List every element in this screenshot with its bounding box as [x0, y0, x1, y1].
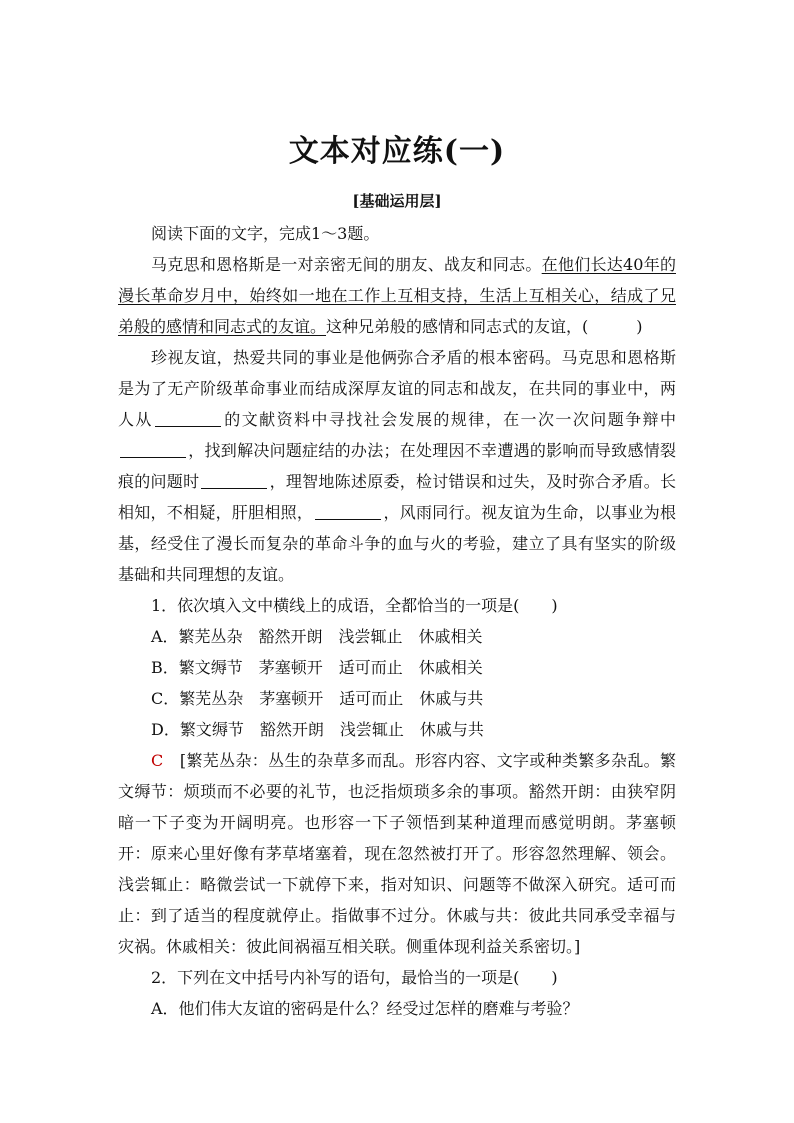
- fill-blank-1: [155, 410, 221, 427]
- q2-option-a: A．他们伟大友谊的密码是什么？经受过怎样的磨难与考验？: [151, 999, 579, 1018]
- p2-text-5: ，风雨同行。视友谊为生命，以事业为根基，经受住了漫长而复杂的革命斗争的血与火的考验，建立了具有坚实的阶级基础和共同理想的友谊。: [118, 503, 676, 584]
- q1-option-b: B．繁文缛节 茅塞顿开 适可而止 休戚相关: [151, 658, 483, 677]
- p1-underlined-sentence: 在他们长达40年的漫长革命岁月中，始终如一地在工作上互相支持，生活上互相关心，结成了兄弟般的感情和同志式的友谊。: [118, 255, 676, 336]
- p2-text-2: 的文献资料中寻找社会发展的规律，在一次一次问题争辩中: [222, 410, 676, 429]
- q1-answer-explanation: [118, 745, 676, 962]
- p2-text-4: ，理智地陈述原委，检讨错误和过失，及时弥合矛盾。长相知，不相疑，肝胆相照，: [118, 472, 676, 522]
- question-2-stem: 2．下列在文中括号内补写的语句，最恰当的一项是( ): [151, 968, 558, 987]
- passage-paragraph-1: [118, 249, 676, 342]
- p1-start: 马克思和恩格斯是一对亲密无间的朋友、战友和同志。: [151, 255, 542, 274]
- p2-text-3: ，找到解决问题症结的办法；在处理因不幸遭遇的影响而导致感情裂痕的问题时: [118, 441, 676, 491]
- section-heading: [基础运用层]: [352, 192, 442, 210]
- p1-end: 这种兄弟般的感情和同志式的友谊，( ): [326, 317, 643, 336]
- q1-option-d: D．繁文缛节 豁然开朗 浅尝辄止 休戚与共: [151, 720, 484, 739]
- passage-paragraph-2: [118, 342, 676, 590]
- fill-blank-4: [315, 503, 381, 520]
- reading-instruction: 阅读下面的文字，完成1～3题。: [151, 224, 380, 243]
- document-body: [118, 218, 676, 1024]
- fill-blank-3: [201, 472, 267, 489]
- q1-explanation-text: [繁芜丛杂：丛生的杂草多而乱。形容内容、文字或种类繁多杂乱。繁文缛节：烦琐而不必要的礼节，也泛指烦琐多余的事项。豁然开朗：由狭窄阴暗一下子变为开阔明亮。也形容一下子领悟到某种道理而感觉明朗。茅塞顿开：原来心里好像有茅草堵塞着，现在忽然被打开了。形容忽然理解、领会。浅尝辄止：略微尝试一下就停下来，指对知识、问题等不做深入研究。适可而止：到了适当的程度就停止。指做事不过分。休戚与共：彼此共同承受幸福与灾祸。休戚相关：彼此间祸福互相关联。侧重体现利益关系密切。]: [118, 751, 676, 956]
- q1-answer-letter: C: [151, 751, 164, 770]
- fill-blank-2: [120, 441, 186, 458]
- q1-option-a: A．繁芜丛杂 豁然开朗 浅尝辄止 休戚相关: [151, 627, 483, 646]
- q1-option-c: C．繁芜丛杂 茅塞顿开 适可而止 休戚与共: [151, 689, 484, 708]
- p2-text-1: 珍视友谊，热爱共同的事业是他俩弥合矛盾的根本密码。马克思和恩格斯是为了无产阶级革命事业而结成深厚友谊的同志和战友，在共同的事业中，两人从: [118, 348, 676, 429]
- page-title: 文本对应练(一): [288, 134, 506, 169]
- question-1-stem: 1．依次填入文中横线上的成语，全都恰当的一项是( ): [151, 596, 558, 615]
